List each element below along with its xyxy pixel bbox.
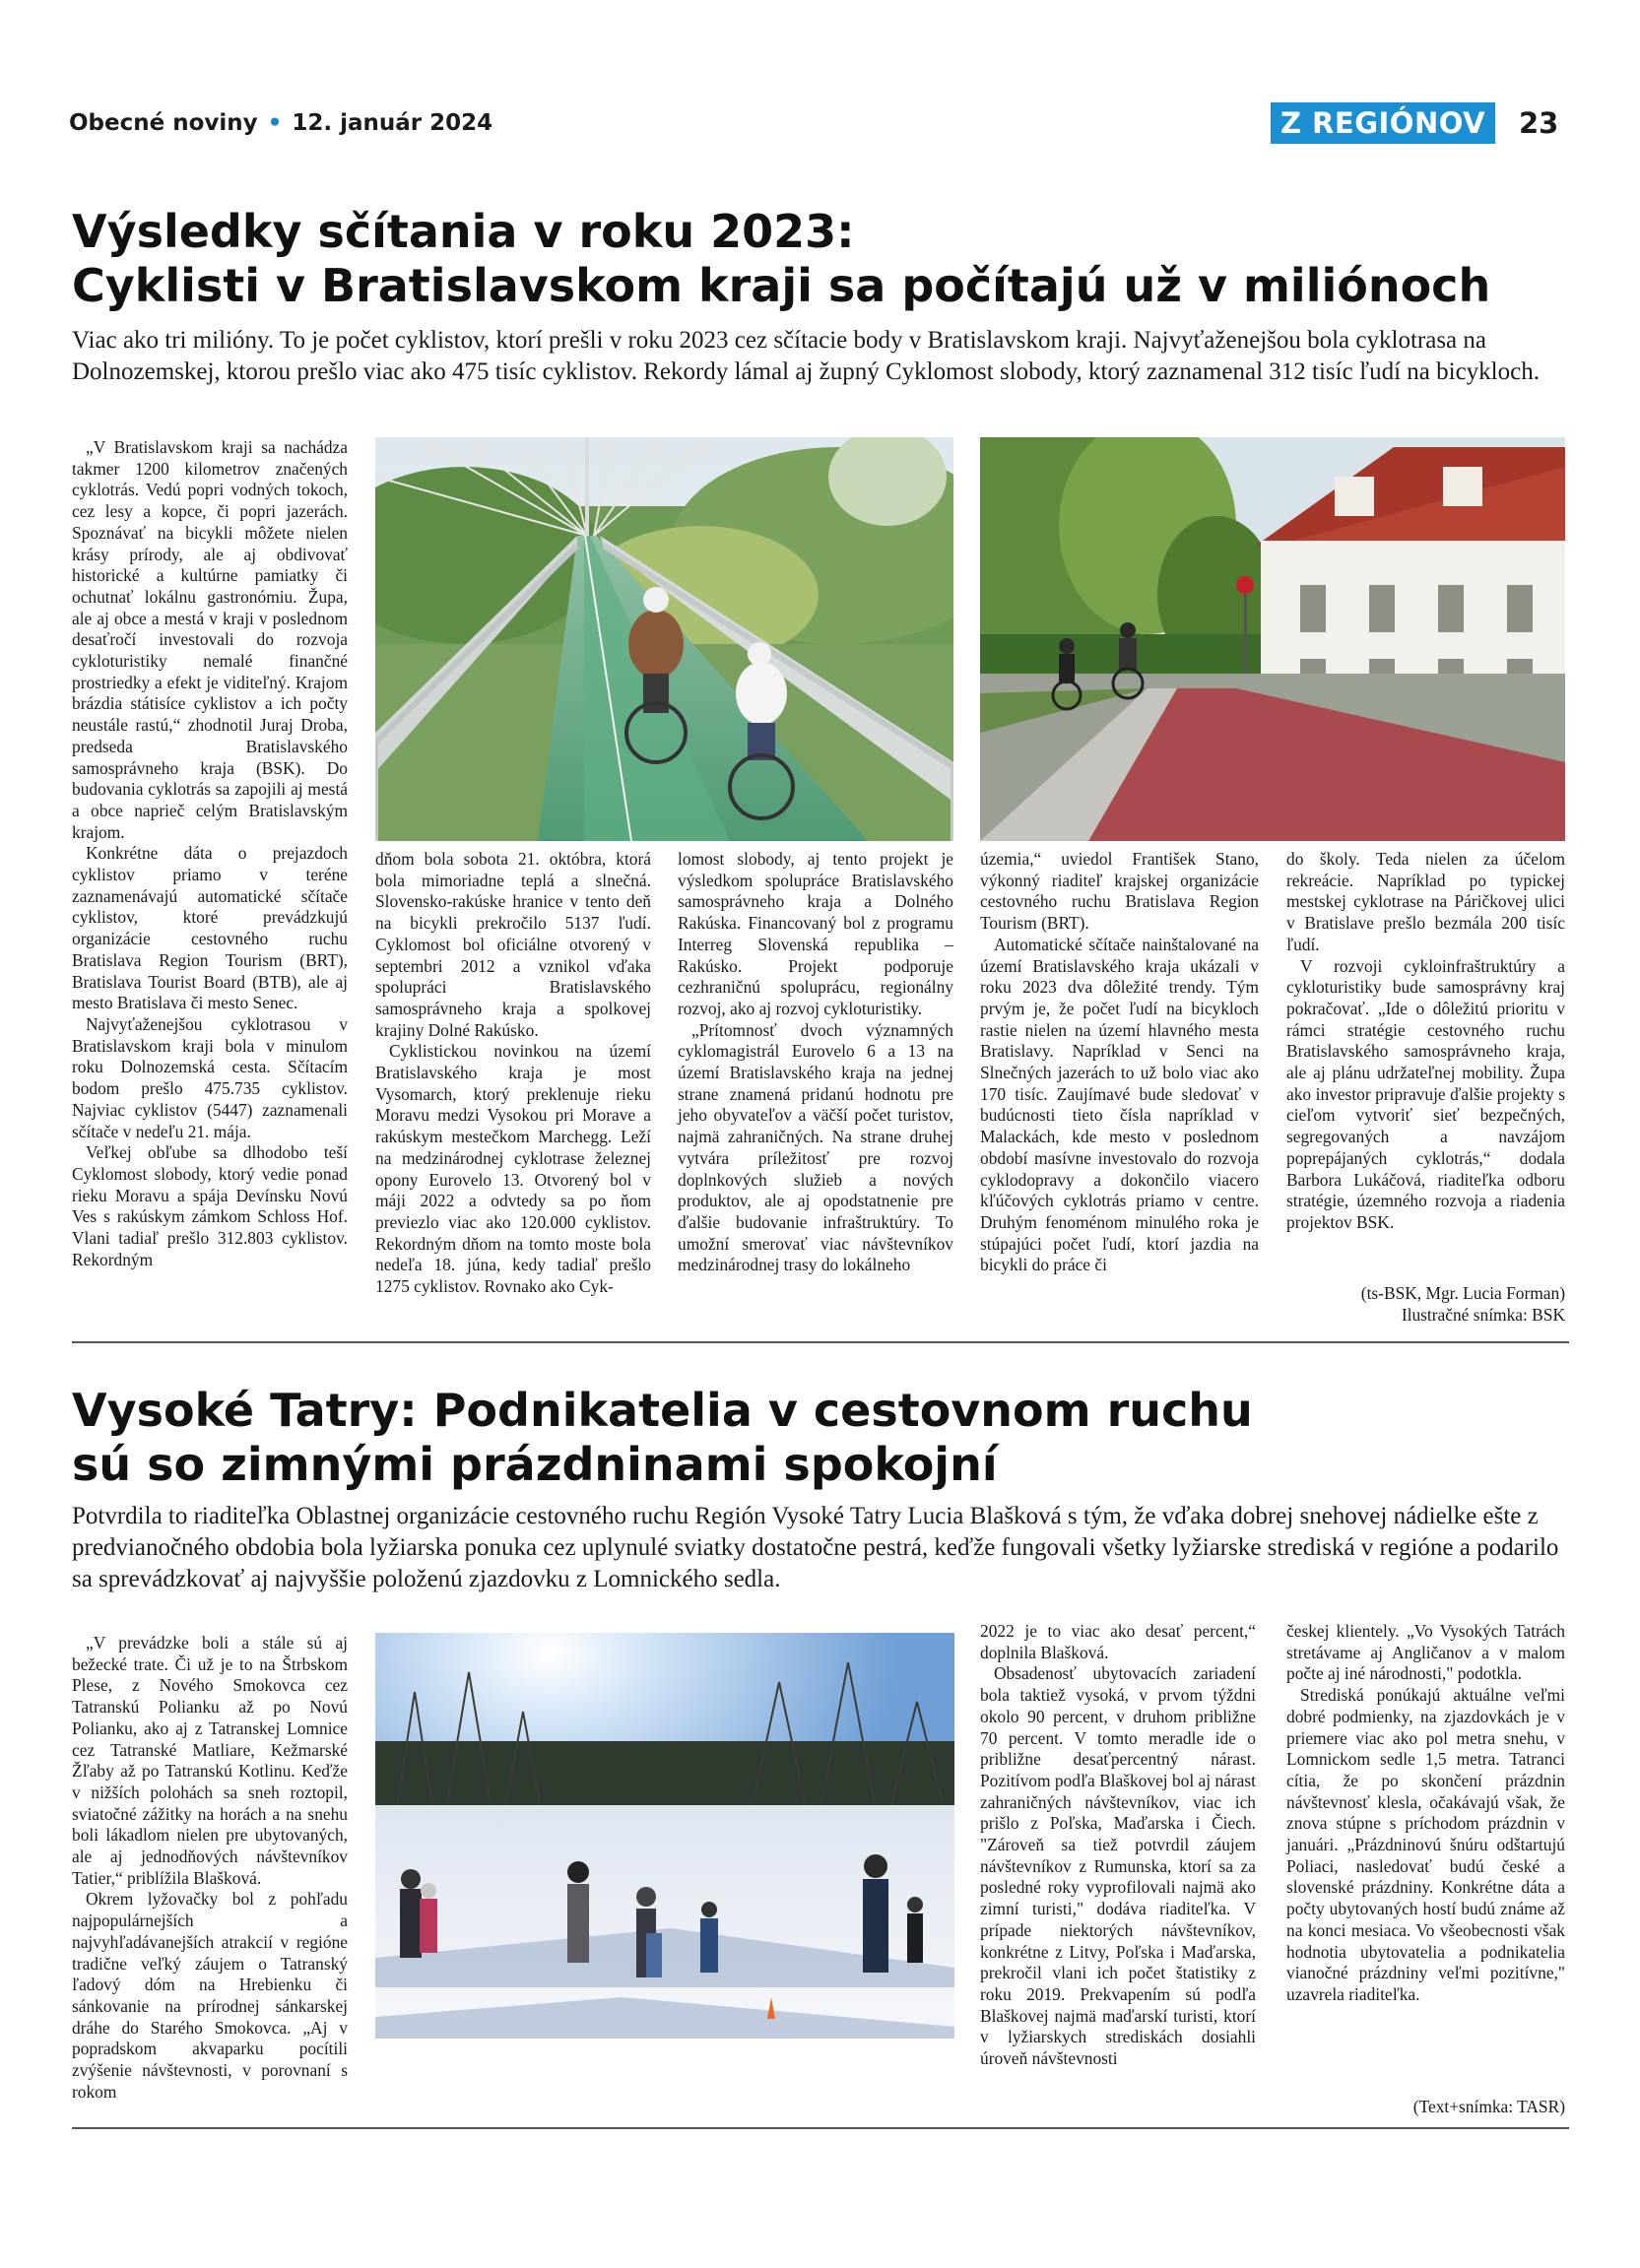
- article1-headline-line1: Výsledky sčítania v roku 2023:: [72, 205, 855, 258]
- article2-lead: Potvrdila to riaditeľka Oblastnej organizácie cestovného ruchu Región Vysoké Tatry Lucia Blašková s tým, že vďaka dobrej snehovej nádielke ešte z predvianočného obdobia bola lyžiarska ponuka cez uplynulé sviatky dostatočne pestrá, keďže fungovali všetky lyžiarske strediská v regióne a podarilo sa sprevádzkovať aj najvyššie položenú zjazdovku z Lomnického sedla.: [72, 1503, 1559, 1592]
- issue-date: 12. január 2024: [292, 110, 493, 136]
- article2-headline: [72, 1384, 1579, 1492]
- paragraph: Automatické sčítače nainštalované na území Bratislavského kraja ukázali v roku 2023 dva dôležité trendy. Tým prvým je, že počet ľudí na bicykloch rastie nielen na území hlavného mesta Bratislavy. Napríklad v Senci na Slnečných jazerách to už bolo viac ako 170 tisíc. Zaujímavé bude sledovať v budúcnosti tieto čísla napríklad v Malackách, kde mesto v poslednom období masívne investovalo do rozvoja cyklodopravy a dokončilo viacero kľúčových cyklotrás priamo v centre. Druhým fenoménom minulého roka je stúpajúci počet ľudí, ktorí jazdia na bicykli do práce či: [980, 934, 1259, 1275]
- paragraph: Veľkej obľube sa dlhodobo teší Cyklomost slobody, ktorý vedie ponad rieku Moravu a spája Devínsku Novú Ves s rakúskym zámkom Schloss Hof. Vlani tadiaľ prešlo 312.803 cyklistov. Rekordným: [72, 1142, 348, 1269]
- paragraph: dňom bola sobota 21. októbra, ktorá bola mimoriadne teplá a slnečná. Slovensko-rakúske hranice v tento deň na bicykli prekročilo 5137 ľudí. Cyklomost bol oficiálne otvorený v septembri 2012 a vznikol vďaka spolupráci Bratislavského samosprávneho kraja a spolkovej krajiny Dolné Rakúsko.: [375, 849, 651, 1040]
- paragraph: „V Bratislavskom kraji sa nachádza takmer 1200 kilometrov značených cyklotrás. Vedú popri vodných tokoch, cez lesy a kopce, či popri jazerách. Spoznávať na bicykli môžete nielen krásy prírody, ale aj obdivovať historické a kultúrne pamiatky či ochutnať lokálnu gastronómiu. Župa, ale aj obce a mestá v kraji v poslednom desaťročí investovali do rozvoja cykloturistiky nemalé finančné prostriedky a efekt je viditeľný. Krajom brázdia státisíce cyklistov a ich počty neustále rastú,“ zhodnotil Juraj Droba, predseda Bratislavského samosprávneho kraja (BSK). Do budovania cyklotrás sa zapojili aj mestá a obce naprieč celým Bratislavským krajom.: [72, 437, 348, 842]
- cycling-bridge-photo: [375, 437, 953, 841]
- section-label: Z REGIÓNOV: [1271, 102, 1495, 144]
- paragraph: českej klientely. „Vo Vysokých Tatrách stretávame aj Angličanov a v malom počte aj iné národnosti," podotkla.: [1286, 1621, 1565, 1684]
- article2-credit: (Text+snímka: TASR): [1412, 2097, 1565, 2116]
- paragraph: „V prevádzke boli a stále sú aj bežecké trate. Či už je to na Štrbskom Plese, z Nového Smokovca cez Tatranskú Polianku až po Novú Polianku, ako aj z Tatranskej Lomnice cez Tatranské Matliare, Kežmarské Žľaby až po Tatranskú Kotlinu. Keďže v nižších polohách sa sneh roztopil, sviatočné zážitky na horách a na snehu boli lákadlom nielen pre ubytovaných, ale aj jednodňových návštevníkov Tatier,“ priblížila Blašková.: [72, 1633, 348, 1888]
- article1-column-2: [375, 849, 651, 1298]
- paragraph: Cyklistickou novinkou na území Bratislavského kraja je most Vysomarch, ktorý preklenuje rieku Moravu medzi Vysokou pri Morave a rakúskym mestečkom Marchegg. Leží na medzinárodnej cyklotrase železnej opony Eurovelo 13. Otvorený bol v máji 2022 a odvtedy sa po ňom previezlo viac ako 120.000 cyklistov. Rekordným dňom na tomto moste bola nedeľa 18. júna, kedy tadiaľ prešlo 1275 cyklistov. Rovnako ako Cyk-: [375, 1041, 651, 1297]
- article2-column-1: [72, 1633, 348, 2103]
- author-credit: (ts-BSK, Mgr. Lucia Forman): [1360, 1283, 1565, 1303]
- article1-column-3: [678, 849, 953, 1276]
- paragraph: Najvyťaženejšou cyklotrasou v Bratislavskom kraji bola v minulom roku Dolnozemská cesta. Sčítacím bodom prešlo 475.735 cyklistov. Najviac cyklistov (5447) zaznamenali sčítače v nedeľu 21. mája.: [72, 1013, 348, 1141]
- paragraph: 2022 je to viac ako desať percent,“ doplnila Blašková.: [980, 1621, 1256, 1662]
- paragraph: Strediská ponúkajú aktuálne veľmi dobré podmienky, na zjazdovkách je v priemere viac ako pol metra snehu, v Lomnickom sedle 1,5 metra. Tatranci cítia, že po skončení prázdnin návštevnosť klesla, očakávajú však, že znova stúpne s príchodom prázdnin v januári. „Prázdninovú šnúru odštartujú Poliaci, nasledovať budú české a slovenské prázdniny. Konkrétne dáta a počty ubytovaných hostí budú známe až na konci mesiaca. Vo všeobecnosti však hodnotia ubytovatelia a podnikatelia vianočné prázdniny veľmi pozitívne," uzavrela riaditeľka.: [1286, 1685, 1565, 2004]
- article1-headline: [72, 205, 1579, 313]
- article1-column-1: [72, 437, 348, 1270]
- page-number: 23: [1519, 106, 1559, 140]
- paragraph: „Prítomnosť dvoch významných cyklomagistrál Eurovelo 6 a 13 na území Bratislavského kraja na jednej strane znamená pridanú hodnotu pre jeho obyvateľov a väčší počet turistov, najmä zahraničných. Na strane druhej vytvára príležitosť pre rozvoj doplnkových služieb a nových produktov, ale aj opodstatnenie pre ďalšie budovanie infraštruktúry. To umožní smerovať viac návštevníkov medzinárodnej trasy do lokálneho: [678, 1019, 953, 1275]
- cycle-path-photo: [980, 437, 1565, 841]
- article1-column-4: [980, 849, 1259, 1276]
- article2-headline-line1: Vysoké Tatry: Podnikatelia v cestovnom ruchu: [72, 1384, 1253, 1437]
- article2-column-3: [1286, 1621, 1565, 2006]
- article1-lead: Viac ako tri milióny. To je počet cyklistov, ktorí prešli v roku 2023 cez sčítacie body v Bratislavskom kraji. Najvyťaženejšou bola cyklotrasa na Dolnozemskej, ktorou prešlo viac ako 475 tisíc cyklistov. Rekordy lámal aj župný Cyklomost slobody, ktorý zaznamenal 312 tisíc ľudí na bicykloch.: [72, 327, 1540, 385]
- article2-headline-line2: sú so zimnými prázdninami spokojní: [72, 1438, 998, 1491]
- paragraph: Konkrétne dáta o prejazdoch cyklistov priamo v teréne zaznamenávajú automatické sčítače cyklistov, ktoré prevádzkujú organizácie cestovného ruchu Bratislava Region Tourism (BRT), Bratislava Tourist Board (BTB), ale aj mesto Bratislava či mesto Senec.: [72, 843, 348, 1013]
- paragraph: územia,“ uviedol František Stano, výkonný riaditeľ krajskej organizácie cestovného ruchu Bratislava Region Tourism (BRT).: [980, 849, 1259, 934]
- paragraph: Obsadenosť ubytovacích zariadení bola taktiež vysoká, v prvom týždni okolo 90 percent, v druhom približne 70 percent. V tomto meradle ide o približne desaťpercentný nárast. Pozitívom podľa Blaškovej bol aj nárast zahraničných návštevníkov, viac ich prišlo z Poľska, Maďarska i Čiech. "Zároveň sa tiež potvrdil záujem návštevníkov z Rumunska, ktorí sa za posledné roky vyprofilovali najmä ako zimní turisti," dodáva riaditeľka. V prípade niektorých návštevníkov, konkrétne z Litvy, Poľska i Maďarska, prekročil vlani ich počet štatistiky z roku 2019. Prekvapením sú podľa Blaškovej najmä maďarskí turisti, ktorí v lyžiarskych strediskách dosiahli úroveň návštevnosti: [980, 1663, 1256, 2069]
- separator-dot: •: [267, 110, 283, 136]
- paragraph: V rozvoji cykloinfraštruktúry a cykloturistiky bude samosprávny kraj pokračovať. „Ide o dôležitú prioritu v rámci stratégie cestovného ruchu Bratislavského samosprávneho kraja, ale aj plánu udržateľnej mobility. Župa ako investor pripravuje ďalšie projekty s cieľom vytvoriť sieť bezpečných, segregovaných a navzájom poprepájaných cyklotrás,“ dodala Barbora Lukáčová, riaditeľka odboru stratégie, územného rozvoja a riadenia projektov BSK.: [1286, 955, 1565, 1232]
- ski-slope-photo: [375, 1633, 954, 2039]
- article1-column-5: [1286, 849, 1565, 1234]
- article1-credit: [1286, 1282, 1565, 1326]
- paragraph: lomost slobody, aj tento projekt je výsledkom spolupráce Bratislavského samosprávneho kraja a Dolného Rakúska. Financovaný bol z programu Interreg Slovenská republika – Rakúsko. Projekt podporuje cezhraničnú spoluprácu, regionálny rozvoj, ako aj rozvoj cykloturistiky.: [678, 849, 953, 1018]
- page-bottom-divider: [72, 2127, 1569, 2129]
- photo-credit: Ilustračné snímka: BSK: [1401, 1305, 1565, 1325]
- article-divider: [72, 1341, 1569, 1343]
- paragraph: do školy. Teda nielen za účelom rekreácie. Napríklad po typickej mestskej cyklotrase na Páričkovej ulici v Bratislave prešlo bezmála 200 tisíc ľudí.: [1286, 849, 1565, 954]
- masthead: [69, 110, 492, 136]
- article1-headline-line2: Cyklisti v Bratislavskom kraji sa počítajú už v miliónoch: [72, 259, 1491, 312]
- paragraph: Okrem lyžovačky bol z pohľadu najpopulárnejších a najvyhľadávanejších atrakcií v regióne tradične veľký záujem o Tatranský ľadový dóm na Hrebienku či sánkovanie na prírodnej sánkarskej dráhe do Starého Smokovca. „Aj v popradskom akvaparku pocítili zvýšenie návštevnosti, v porovnaní s rokom: [72, 1889, 348, 2102]
- article2-column-2: [980, 1621, 1256, 2070]
- publication-name: Obecné noviny: [69, 110, 258, 136]
